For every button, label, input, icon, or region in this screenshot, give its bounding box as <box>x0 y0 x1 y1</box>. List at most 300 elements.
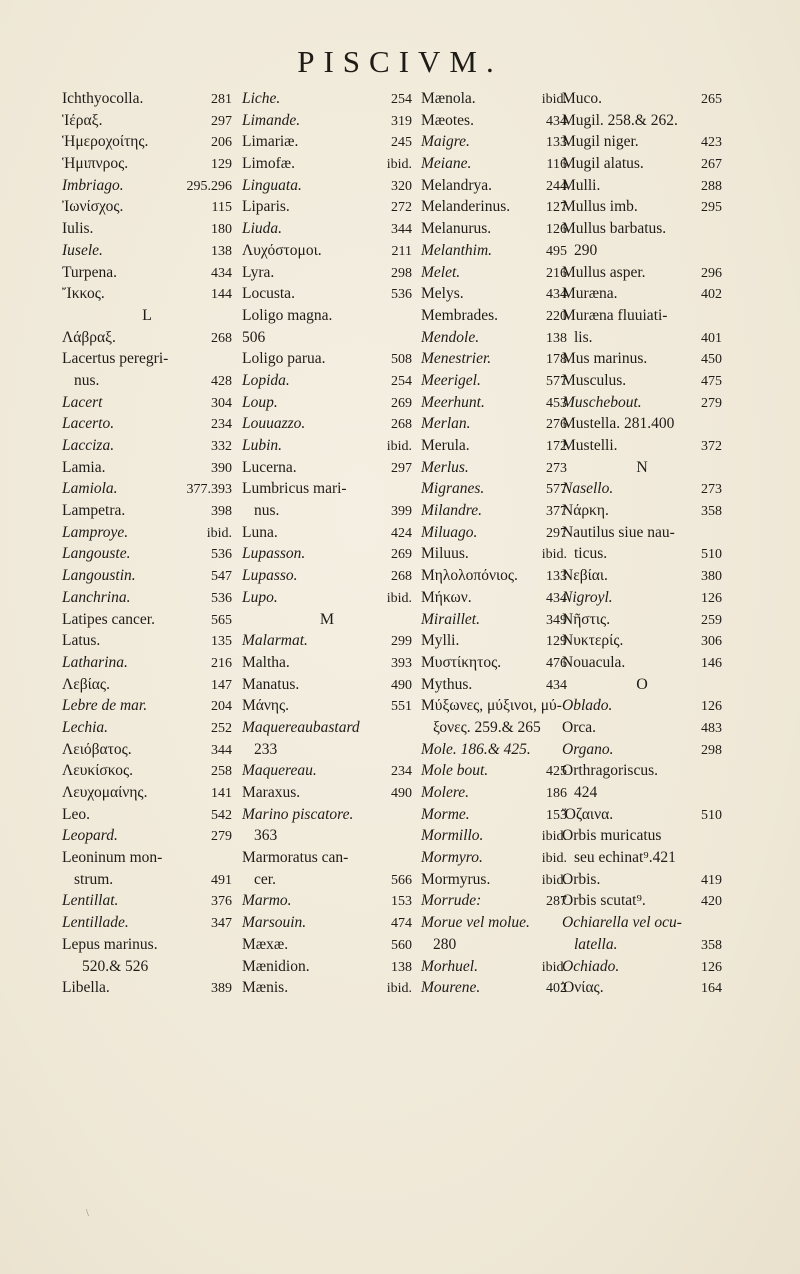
entry-term: Mus marinus. <box>562 350 648 368</box>
entry-term: Morhuel. <box>421 957 478 975</box>
entry-term: Maigre. <box>421 133 470 151</box>
index-entry <box>242 934 412 956</box>
index-entry <box>421 88 567 110</box>
entry-term: Miluago. <box>421 523 478 541</box>
entry-page-number: 393 <box>391 655 412 671</box>
entry-term: Lamiola. <box>62 480 118 498</box>
entry-term: Orca. <box>562 718 596 736</box>
index-entry <box>562 609 722 631</box>
entry-page-number: 269 <box>391 395 412 411</box>
index-entry <box>421 500 567 522</box>
entry-term: Nautilus siue nau- <box>562 523 675 541</box>
entry-term: M <box>319 610 335 628</box>
index-column-4 <box>562 88 722 999</box>
entry-term: Νεβίαι. <box>562 567 608 585</box>
index-entry <box>62 912 232 934</box>
entry-term: Mugil alatus. <box>562 155 644 173</box>
entry-page-number: 389 <box>211 981 232 997</box>
index-entry <box>562 370 722 392</box>
entry-page-number: 380 <box>701 569 722 585</box>
entry-term: Νῆστις. <box>562 610 611 628</box>
entry-page-number: 153 <box>391 894 412 910</box>
entry-term: Lepus marinus. <box>62 935 158 953</box>
entry-term: Λευχομαίνης. <box>62 784 148 801</box>
entry-page-number: 164 <box>701 981 722 997</box>
entry-term: Meerigel. <box>421 371 481 389</box>
index-entry <box>562 478 722 500</box>
entry-page-number: 475 <box>701 373 722 389</box>
index-entry <box>62 956 232 978</box>
entry-term: Muschebout. <box>562 393 642 411</box>
entry-page-number: 434 <box>546 113 567 129</box>
entry-page-number: 115 <box>211 200 232 216</box>
index-entry <box>421 305 567 327</box>
index-entry <box>562 218 722 240</box>
entry-page-number: 295.296 <box>186 178 232 194</box>
index-entry <box>421 652 567 674</box>
entry-page-number: 453 <box>546 395 567 411</box>
index-entry <box>562 739 722 761</box>
entry-term: Mænidion. <box>242 957 310 975</box>
entry-term: Mullus asper. <box>562 263 646 281</box>
entry-page-number: 547 <box>211 569 232 585</box>
entry-term: Mustella. 281.400 <box>562 415 675 433</box>
entry-page-number: 259 <box>701 612 722 628</box>
entry-page-number: 376 <box>211 894 232 910</box>
index-entry <box>62 88 232 110</box>
entry-page-number: 211 <box>391 243 412 259</box>
entry-term: nus. <box>74 371 100 389</box>
index-entry <box>421 587 567 609</box>
entry-term: Lupasson. <box>242 545 306 563</box>
entry-page-number: 129 <box>211 157 232 173</box>
entry-page-number: 474 <box>391 916 412 932</box>
index-entry <box>421 283 567 305</box>
entry-term: Μυστίκητος. <box>421 653 502 671</box>
entry-page-number: 297 <box>211 113 232 129</box>
index-entry <box>62 153 232 175</box>
index-entry <box>62 869 232 891</box>
index-entry <box>421 348 567 370</box>
index-entry <box>421 912 567 934</box>
entry-term: Imbriago. <box>62 176 124 194</box>
entry-term: Latipes cancer. <box>62 610 155 628</box>
entry-page-number: 428 <box>211 373 232 389</box>
entry-page-number: 220 <box>546 308 567 324</box>
index-entry <box>242 869 412 891</box>
entry-page-number: 245 <box>391 135 412 151</box>
entry-page-number: 390 <box>211 460 232 476</box>
entry-term: Ἰωνίσχος. <box>62 198 124 216</box>
entry-term: Ὀνίας. <box>562 979 604 997</box>
entry-page-number: 126 <box>546 222 567 238</box>
entry-page-number: 332 <box>211 439 232 454</box>
entry-page-number: 138 <box>391 959 412 975</box>
entry-term: Ἱέραξ. <box>62 111 103 129</box>
entry-page-number: 254 <box>391 92 412 107</box>
index-entry <box>421 956 567 978</box>
entry-term: Melanderinus. <box>421 198 511 216</box>
entry-term: Iusele. <box>62 241 103 259</box>
entry-page-number: 425 <box>546 764 567 780</box>
entry-term: Lopida. <box>242 371 290 389</box>
entry-term: Marsouin. <box>242 914 307 932</box>
index-entry <box>421 739 567 761</box>
entry-term: Lampetra. <box>62 502 126 520</box>
entry-page-number: 566 <box>391 872 412 888</box>
entry-term: Melys. <box>421 285 464 303</box>
index-entry <box>421 717 567 739</box>
index-entry <box>562 435 722 457</box>
entry-term: Mormyro. <box>421 849 483 867</box>
entry-page-number: 344 <box>211 742 232 758</box>
entry-page-number: 483 <box>701 720 722 736</box>
index-entry <box>242 283 412 305</box>
index-entry <box>62 652 232 674</box>
entry-page-number: 138 <box>211 243 232 259</box>
index-entry <box>62 392 232 414</box>
index-entry <box>562 847 722 869</box>
entry-term: Λυχόστομοι. <box>242 241 322 259</box>
entry-term: Maltha. <box>242 653 290 671</box>
index-entry <box>62 977 232 999</box>
entry-page-number: 358 <box>701 504 722 520</box>
entry-page-number: 319 <box>391 113 412 129</box>
index-entry <box>242 717 412 739</box>
entry-term: Turpena. <box>62 263 117 281</box>
entry-page-number: 424 <box>391 525 412 541</box>
entry-term: Λειόβατος. <box>62 740 132 758</box>
index-entry <box>62 760 232 782</box>
index-entry <box>562 305 722 327</box>
entry-page-number: 347 <box>211 916 232 932</box>
entry-term: Mole. 186.& 425. <box>421 740 531 758</box>
entry-term: Mormyrus. <box>421 870 491 888</box>
entry-page-number: 490 <box>391 786 412 801</box>
index-entry <box>562 804 722 826</box>
section-letter <box>242 609 412 631</box>
index-entry <box>62 327 232 349</box>
index-entry <box>562 196 722 218</box>
index-entry <box>421 413 567 435</box>
entry-term: Lyra. <box>242 263 275 281</box>
entry-term: Maquereau. <box>242 762 317 780</box>
entry-term: nus. <box>254 502 280 520</box>
entry-page-number: 204 <box>211 699 232 715</box>
section-letter <box>562 457 722 479</box>
entry-page-number: 172 <box>546 439 567 454</box>
entry-term: Mæxæ. <box>242 935 289 953</box>
entry-page-number: 306 <box>701 634 722 650</box>
entry-page-number: 358 <box>701 937 722 953</box>
index-entry <box>562 348 722 370</box>
entry-page-number: 577 <box>546 373 567 389</box>
index-entry <box>421 977 567 999</box>
entry-page-number: 560 <box>391 937 412 953</box>
entry-term: Melandrya. <box>421 176 493 194</box>
index-entry <box>242 175 412 197</box>
entry-term: Mæotes. <box>421 111 474 129</box>
index-entry <box>242 88 412 110</box>
index-entry <box>62 478 232 500</box>
index-entry <box>62 674 232 696</box>
entry-term: cer. <box>254 870 276 888</box>
entry-page-number: 420 <box>701 894 722 910</box>
entry-page-number: 287 <box>546 894 567 910</box>
entry-term: Lanchrina. <box>62 588 131 606</box>
entry-term: Limande. <box>242 111 301 129</box>
index-entry <box>62 804 232 826</box>
entry-term: 363 <box>254 827 278 845</box>
index-entry <box>562 327 722 349</box>
entry-term: lis. <box>574 328 593 346</box>
entry-page-number: 476 <box>546 655 567 671</box>
index-entry <box>562 565 722 587</box>
entry-term: 424 <box>574 784 598 801</box>
index-entry <box>562 522 722 544</box>
entry-term: Morme. <box>421 805 470 823</box>
index-entry <box>421 782 567 804</box>
entry-term: Mendole. <box>421 328 480 346</box>
entry-page-number: 297 <box>546 525 567 541</box>
entry-term: Ἴκκος. <box>62 285 105 303</box>
entry-term: Ὄζαινα. <box>562 805 614 823</box>
index-entry <box>242 522 412 544</box>
index-entry <box>242 587 412 609</box>
entry-page-number: 295 <box>701 200 722 216</box>
index-entry <box>242 327 412 349</box>
entry-term: O <box>636 675 648 693</box>
entry-term: Lucerna. <box>242 458 297 476</box>
index-entry <box>62 890 232 912</box>
index-entry <box>421 869 567 891</box>
entry-term: Loup. <box>242 393 278 411</box>
entry-page-number: 490 <box>391 677 412 693</box>
index-entry <box>62 413 232 435</box>
index-entry <box>62 262 232 284</box>
index-entry <box>62 240 232 262</box>
entry-term: Lamia. <box>62 458 106 476</box>
entry-page-number: 281 <box>211 92 232 107</box>
index-entry <box>421 370 567 392</box>
entry-term: Liparis. <box>242 198 290 216</box>
entry-term: Molere. <box>421 784 470 801</box>
entry-page-number: 116 <box>546 157 567 173</box>
entry-page-number: 434 <box>546 590 567 606</box>
index-entry <box>62 717 232 739</box>
index-entry <box>421 110 567 132</box>
entry-term: Lentillat. <box>62 892 119 910</box>
entry-page-number: 147 <box>211 677 232 693</box>
index-entry <box>242 305 412 327</box>
index-entry <box>242 262 412 284</box>
index-entry <box>562 500 722 522</box>
entry-page-number: 297 <box>391 460 412 476</box>
entry-term: Mole bout. <box>421 762 489 780</box>
index-entry <box>562 652 722 674</box>
entry-page-number: 206 <box>211 135 232 151</box>
index-entry <box>242 413 412 435</box>
entry-page-number: 434 <box>546 677 567 693</box>
entry-term: Loligo parua. <box>242 350 326 368</box>
entry-page-number: 133 <box>546 569 567 585</box>
entry-page-number: ibid. <box>541 829 567 845</box>
index-entry <box>242 652 412 674</box>
entry-term: Maraxus. <box>242 784 301 801</box>
index-entry <box>62 565 232 587</box>
index-entry <box>421 565 567 587</box>
index-entry <box>62 218 232 240</box>
entry-term: Lacerto. <box>62 415 115 433</box>
entry-term: Linguata. <box>242 176 302 194</box>
entry-page-number: 135 <box>211 634 232 650</box>
entry-term: Λευκίσκος. <box>62 762 133 780</box>
index-entry <box>421 327 567 349</box>
entry-page-number: 434 <box>211 265 232 281</box>
index-entry <box>242 478 412 500</box>
entry-page-number: ibid. <box>541 872 567 888</box>
index-entry <box>242 630 412 652</box>
entry-page-number: 268 <box>391 569 412 585</box>
page-header: PISCIVM. <box>297 44 503 79</box>
entry-page-number: 510 <box>701 547 722 563</box>
index-entry <box>421 760 567 782</box>
entry-term: Lacertus peregri- <box>62 350 169 368</box>
index-entry <box>562 977 722 999</box>
entry-term: 233 <box>254 740 278 758</box>
index-entry <box>62 131 232 153</box>
entry-page-number: 298 <box>391 265 412 281</box>
entry-term: Muræna fluuiati- <box>562 306 668 324</box>
entry-term: Lamproye. <box>62 523 129 541</box>
entry-term: Mylli. <box>421 632 460 650</box>
entry-term: Μηλολοπόνιος. <box>421 567 518 585</box>
entry-term: Langoustin. <box>62 567 136 585</box>
entry-term: Morue vel molue. <box>421 914 530 932</box>
entry-page-number: 186 <box>546 786 567 801</box>
entry-page-number: 398 <box>211 504 232 520</box>
entry-page-number: ibid. <box>386 157 412 173</box>
entry-term: Mulli. <box>562 176 601 194</box>
entry-term: Liche. <box>242 90 281 107</box>
entry-term: Nigroyl. <box>562 588 613 606</box>
index-entry <box>242 348 412 370</box>
section-letter <box>562 674 722 696</box>
entry-term: Ochiado. <box>562 957 620 975</box>
index-entry <box>62 934 232 956</box>
entry-page-number: 304 <box>211 395 232 411</box>
entry-term: Mullus imb. <box>562 198 638 216</box>
entry-term: Oblado. <box>562 697 613 715</box>
entry-term: Ichthyocolla. <box>62 90 144 107</box>
index-entry <box>421 522 567 544</box>
entry-term: Liuda. <box>242 220 283 238</box>
index-entry <box>242 695 412 717</box>
index-entry <box>562 543 722 565</box>
entry-page-number: 272 <box>391 200 412 216</box>
entry-page-number: 269 <box>391 547 412 563</box>
entry-term: 280 <box>433 935 457 953</box>
index-entry <box>242 782 412 804</box>
index-entry <box>421 804 567 826</box>
entry-page-number: 372 <box>701 439 722 454</box>
entry-term: Mugil niger. <box>562 133 639 151</box>
index-entry <box>562 760 722 782</box>
entry-term: seu echinat⁹.421 <box>574 849 676 867</box>
entry-term: Mourene. <box>421 979 481 997</box>
index-entry <box>562 934 722 956</box>
index-entry <box>242 218 412 240</box>
entry-term: Manatus. <box>242 675 300 693</box>
index-entry <box>562 131 722 153</box>
entry-page-number: ibid. <box>206 525 232 541</box>
entry-page-number: 254 <box>391 373 412 389</box>
index-entry <box>62 522 232 544</box>
entry-page-number: 450 <box>701 352 722 368</box>
entry-term: Ἡμιπνρος. <box>62 155 129 173</box>
entry-term: Musculus. <box>562 371 627 389</box>
entry-term: Lechia. <box>62 718 109 736</box>
index-entry <box>242 760 412 782</box>
entry-term: Limofæ. <box>242 155 295 173</box>
entry-term: Milandre. <box>421 502 482 520</box>
section-letter <box>62 305 232 327</box>
entry-term: Lentillade. <box>62 914 129 932</box>
entry-term: Leoninum mon- <box>62 849 163 867</box>
index-entry <box>62 348 232 370</box>
index-entry <box>562 956 722 978</box>
entry-term: Λάβραξ. <box>62 328 116 346</box>
index-entry <box>242 370 412 392</box>
entry-term: Melanthim. <box>421 241 493 259</box>
index-entry <box>62 609 232 631</box>
entry-page-number: 536 <box>211 547 232 563</box>
entry-term: Limariæ. <box>242 133 299 151</box>
index-entry <box>242 131 412 153</box>
index-entry <box>421 218 567 240</box>
index-entry <box>421 825 567 847</box>
entry-page-number: 273 <box>546 460 567 476</box>
index-entry <box>62 739 232 761</box>
index-entry <box>562 240 722 262</box>
index-entry <box>242 110 412 132</box>
index-entry <box>562 88 722 110</box>
index-entry <box>242 890 412 912</box>
entry-term: Muræna. <box>562 285 618 303</box>
index-entry <box>421 435 567 457</box>
entry-term: Migranes. <box>421 480 485 498</box>
entry-term: Mullus barbatus. <box>562 220 667 238</box>
entry-page-number: 126 <box>701 959 722 975</box>
entry-term: Leo. <box>62 805 90 823</box>
entry-page-number: 320 <box>391 178 412 194</box>
entry-page-number: 536 <box>391 287 412 303</box>
index-column-1 <box>62 88 232 999</box>
entry-term: Μύξωνες, μύξινοι, μύ- <box>421 697 562 715</box>
index-entry <box>421 674 567 696</box>
index-entry <box>562 630 722 652</box>
entry-page-number: 299 <box>391 634 412 650</box>
index-entry <box>562 175 722 197</box>
index-entry <box>62 543 232 565</box>
index-entry <box>242 977 412 999</box>
entry-term: Ἡμεροχοίτης. <box>62 133 149 151</box>
index-entry <box>562 912 722 934</box>
entry-page-number: 180 <box>211 222 232 238</box>
entry-page-number: ibid. <box>386 439 412 454</box>
entry-term: Locusta. <box>242 285 295 303</box>
entry-term: Lupo. <box>242 588 278 606</box>
